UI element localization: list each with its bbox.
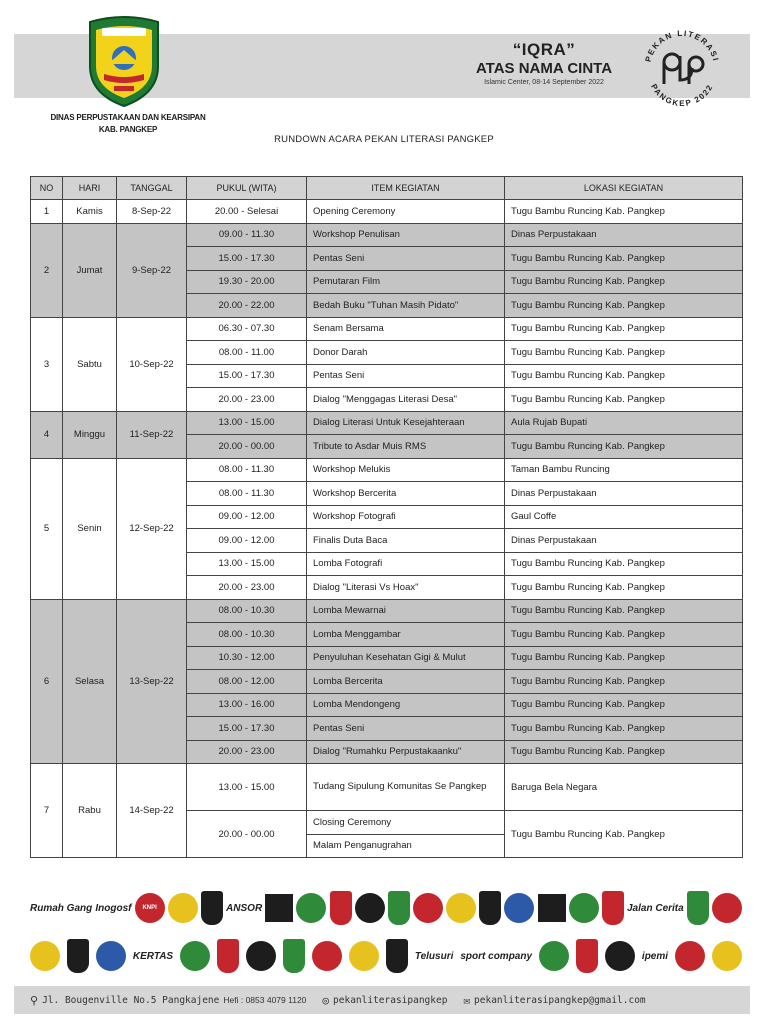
footer-email-text: pekanliterasipangkep@gmail.com (474, 994, 646, 1006)
instagram-icon: ◎ (322, 993, 330, 1007)
footer-phone (223, 995, 306, 1005)
table-body (31, 200, 743, 858)
cell-pukul: 13.00 - 16.00 (187, 693, 307, 717)
sponsor-logo (602, 891, 624, 925)
sponsor-logo (576, 939, 598, 973)
sponsor-logo (330, 891, 352, 925)
sponsor-logo (201, 891, 223, 925)
cell-pukul: 06.30 - 07.30 (187, 317, 307, 341)
cell-no: 1 (31, 200, 63, 224)
event-title: “IQRA” (512, 40, 576, 59)
cell-no: 7 (31, 764, 63, 858)
sponsor-logo: Rumah Gang (30, 902, 93, 914)
sponsor-logo (712, 893, 742, 923)
sponsor-logo (96, 941, 126, 971)
cell-no: 5 (31, 458, 63, 599)
cell-tanggal: 13-Sep-22 (117, 599, 187, 764)
table-row (31, 200, 743, 224)
cell-lokasi: Tugu Bambu Runcing Kab. Pangkep (505, 717, 743, 741)
cell-item: Pentas Seni (307, 247, 505, 271)
sponsor-logo (30, 941, 60, 971)
cell-pukul: 09.00 - 12.00 (187, 529, 307, 553)
cell-lokasi: Tugu Bambu Runcing Kab. Pangkep (505, 200, 743, 224)
table-row (31, 599, 743, 623)
regency-crest-logo (86, 16, 162, 108)
organization-line-1: DINAS PERPUSTAKAAN DAN KEARSIPAN (50, 113, 206, 122)
sponsor-logo (446, 893, 476, 923)
sponsor-logo (413, 893, 443, 923)
column-header-lokasi: LOKASI KEGIATAN (505, 177, 743, 200)
event-subtitle: ATAS NAMA CINTA (475, 60, 613, 77)
cell-pukul: 08.00 - 10.30 (187, 623, 307, 647)
cell-pukul: 09.00 - 11.30 (187, 223, 307, 247)
cell-lokasi: Tugu Bambu Runcing Kab. Pangkep (505, 294, 743, 318)
cell-no: 3 (31, 317, 63, 411)
cell-hari: Senin (63, 458, 117, 599)
cell-tanggal: 8-Sep-22 (117, 200, 187, 224)
table-row (31, 411, 743, 435)
cell-item: Penyuluhan Kesehatan Gigi & Mulut (307, 646, 505, 670)
cell-lokasi: Dinas Perpustakaan (505, 529, 743, 553)
table-row (31, 764, 743, 811)
organization-name (40, 112, 216, 136)
organization-line-2: KAB. PANGKEP (98, 125, 158, 134)
cell-lokasi: Tugu Bambu Runcing Kab. Pangkep (505, 364, 743, 388)
sponsor-logo: Jalan Cerita (627, 902, 684, 914)
sponsor-logo: Inogosf (95, 902, 132, 914)
sponsor-logo (180, 941, 210, 971)
cell-item: Closing Ceremony (307, 811, 505, 835)
pekan-literasi-logo (636, 22, 728, 114)
column-header-no: NO (31, 177, 63, 200)
sponsor-logo (687, 891, 709, 925)
cell-pukul: 20.00 - 00.00 (187, 811, 307, 858)
sponsor-logo: ANSOR (226, 902, 263, 914)
cell-item: Lomba Bercerita (307, 670, 505, 694)
cell-item: Lomba Fotografi (307, 552, 505, 576)
sponsor-logo (479, 891, 501, 925)
cell-item: Finalis Duta Baca (307, 529, 505, 553)
cell-lokasi: Tugu Bambu Runcing Kab. Pangkep (505, 388, 743, 412)
sponsor-logo (296, 893, 326, 923)
cell-lokasi: Tugu Bambu Runcing Kab. Pangkep (505, 811, 743, 858)
sponsor-logo (283, 939, 305, 973)
cell-lokasi: Gaul Coffe (505, 505, 743, 529)
cell-lokasi: Tugu Bambu Runcing Kab. Pangkep (505, 317, 743, 341)
footer-bar (14, 986, 750, 1014)
cell-no: 6 (31, 599, 63, 764)
column-header-pukul: PUKUL (WITA) (187, 177, 307, 200)
cell-tanggal: 12-Sep-22 (117, 458, 187, 599)
sponsor-logo (355, 893, 385, 923)
cell-item: Dialog "Menggagas Literasi Desa" (307, 388, 505, 412)
svg-text:PEKAN LITERASI (644, 29, 721, 63)
cell-item: Workshop Penulisan (307, 223, 505, 247)
email-icon: ✉ (463, 993, 471, 1007)
cell-pukul: 08.00 - 11.00 (187, 341, 307, 365)
cell-lokasi: Tugu Bambu Runcing Kab. Pangkep (505, 552, 743, 576)
cell-hari: Rabu (63, 764, 117, 858)
column-header-hari: HARI (63, 177, 117, 200)
cell-pukul: 09.00 - 12.00 (187, 505, 307, 529)
cell-lokasi: Taman Bambu Runcing (505, 458, 743, 482)
event-info: Islamic Center, 08-14 September 2022 (484, 79, 604, 86)
cell-lokasi: Tugu Bambu Runcing Kab. Pangkep (505, 247, 743, 271)
cell-pukul: 08.00 - 12.00 (187, 670, 307, 694)
cell-tanggal: 10-Sep-22 (117, 317, 187, 411)
cell-pukul: 13.00 - 15.00 (187, 764, 307, 811)
cell-lokasi: Aula Rujab Bupati (505, 411, 743, 435)
cell-pukul: 10.30 - 12.00 (187, 646, 307, 670)
sponsor-logo (168, 893, 198, 923)
sponsor-logo-strip (30, 884, 742, 980)
cell-lokasi: Tugu Bambu Runcing Kab. Pangkep (505, 576, 743, 600)
svg-text:PANGKEP 2022 (649, 82, 715, 108)
sponsor-logo (538, 894, 566, 922)
cell-pukul: 19.30 - 20.00 (187, 270, 307, 294)
sponsor-logo (675, 941, 705, 971)
table-row (31, 458, 743, 482)
cell-lokasi: Dinas Perpustakaan (505, 482, 743, 506)
cell-pukul: 15.00 - 17.30 (187, 247, 307, 271)
sponsor-logo: sport company (460, 950, 533, 962)
cell-tanggal: 9-Sep-22 (117, 223, 187, 317)
cell-pukul: 08.00 - 11.30 (187, 482, 307, 506)
cell-lokasi: Tugu Bambu Runcing Kab. Pangkep (505, 270, 743, 294)
cell-item: Lomba Menggambar (307, 623, 505, 647)
cell-item: Dialog "Rumahku Perpustakaanku" (307, 740, 505, 764)
cell-hari: Selasa (63, 599, 117, 764)
cell-item: Pemutaran Film (307, 270, 505, 294)
cell-item: Tudang Sipulung Komunitas Se Pangkep (307, 764, 505, 811)
cell-hari: Sabtu (63, 317, 117, 411)
column-header-item: ITEM KEGIATAN (307, 177, 505, 200)
cell-item: Workshop Fotografi (307, 505, 505, 529)
cell-pukul: 20.00 - Selesai (187, 200, 307, 224)
sponsor-logo (386, 939, 408, 973)
sponsor-logo (67, 939, 89, 973)
cell-pukul: 20.00 - 00.00 (187, 435, 307, 459)
cell-lokasi: Tugu Bambu Runcing Kab. Pangkep (505, 435, 743, 459)
sponsor-row-2 (30, 932, 742, 980)
cell-item: Dialog Literasi Untuk Kesejahteraan (307, 411, 505, 435)
sponsor-logo: Telusuri (414, 950, 454, 962)
cell-pukul: 13.00 - 15.00 (187, 411, 307, 435)
cell-pukul: 20.00 - 23.00 (187, 576, 307, 600)
sponsor-logo (569, 893, 599, 923)
sponsor-logo (504, 893, 534, 923)
location-pin-icon: ⚲ (30, 993, 39, 1007)
cell-lokasi: Tugu Bambu Runcing Kab. Pangkep (505, 740, 743, 764)
cell-item: Malam Penganugrahan (307, 834, 505, 858)
column-header-tanggal: TANGGAL (117, 177, 187, 200)
sponsor-logo (605, 941, 635, 971)
cell-hari: Minggu (63, 411, 117, 458)
cell-lokasi: Tugu Bambu Runcing Kab. Pangkep (505, 670, 743, 694)
cell-pukul: 20.00 - 23.00 (187, 740, 307, 764)
sponsor-logo: KNPI (135, 893, 165, 923)
cell-tanggal: 11-Sep-22 (117, 411, 187, 458)
cell-item: Lomba Mewarnai (307, 599, 505, 623)
cell-item: Workshop Melukis (307, 458, 505, 482)
footer-phone-text: Hefi : 0853 4079 1120 (223, 995, 307, 1005)
cell-lokasi: Dinas Perpustakaan (505, 223, 743, 247)
cell-item: Opening Ceremony (307, 200, 505, 224)
cell-pukul: 08.00 - 10.30 (187, 599, 307, 623)
cell-lokasi: Tugu Bambu Runcing Kab. Pangkep (505, 693, 743, 717)
cell-pukul: 20.00 - 23.00 (187, 388, 307, 412)
cell-lokasi: Tugu Bambu Runcing Kab. Pangkep (505, 623, 743, 647)
logo-arc-text-bottom: PANGKEP 2022 (649, 82, 715, 109)
sponsor-row-1 (30, 884, 742, 932)
footer-address (30, 994, 219, 1007)
cell-pukul: 15.00 - 17.30 (187, 717, 307, 741)
footer-address-text: Jl. Bougenville No.5 Pangkajene (42, 994, 220, 1006)
cell-item: Workshop Bercerita (307, 482, 505, 506)
cell-pukul: 20.00 - 22.00 (187, 294, 307, 318)
cell-lokasi: Baruga Bela Negara (505, 764, 743, 811)
document-title: RUNDOWN ACARA PEKAN LITERASI PANGKEP (274, 134, 494, 145)
sponsor-logo (349, 941, 379, 971)
cell-lokasi: Tugu Bambu Runcing Kab. Pangkep (505, 599, 743, 623)
footer-instagram-text: pekanliterasipangkep (333, 994, 448, 1006)
cell-pukul: 08.00 - 11.30 (187, 458, 307, 482)
table-row (31, 223, 743, 247)
sponsor-logo (265, 894, 293, 922)
cell-item: Senam Bersama (307, 317, 505, 341)
cell-lokasi: Tugu Bambu Runcing Kab. Pangkep (505, 646, 743, 670)
cell-tanggal: 14-Sep-22 (117, 764, 187, 858)
cell-hari: Kamis (63, 200, 117, 224)
sponsor-logo (539, 941, 569, 971)
cell-item: Lomba Mendongeng (307, 693, 505, 717)
sponsor-logo (312, 941, 342, 971)
cell-item: Bedah Buku "Tuhan Masih Pidato" (307, 294, 505, 318)
cell-item: Dialog "Literasi Vs Hoax" (307, 576, 505, 600)
sponsor-logo (388, 891, 410, 925)
cell-pukul: 13.00 - 15.00 (187, 552, 307, 576)
cell-hari: Jumat (63, 223, 117, 317)
cell-pukul: 15.00 - 17.30 (187, 364, 307, 388)
cell-item: Donor Darah (307, 341, 505, 365)
cell-item: Pentas Seni (307, 364, 505, 388)
sponsor-logo: ipemi (641, 950, 669, 962)
logo-arc-text-top: PEKAN LITERASI (643, 28, 721, 63)
sponsor-logo (246, 941, 276, 971)
table-row (31, 317, 743, 341)
footer-instagram (322, 994, 447, 1007)
cell-item: Pentas Seni (307, 717, 505, 741)
cell-no: 2 (31, 223, 63, 317)
event-title-block (470, 40, 618, 88)
footer-email (463, 994, 645, 1007)
cell-lokasi: Tugu Bambu Runcing Kab. Pangkep (505, 341, 743, 365)
cell-item: Tribute to Asdar Muis RMS (307, 435, 505, 459)
sponsor-logo (712, 941, 742, 971)
sponsor-logo (217, 939, 239, 973)
table-header-row (31, 177, 743, 200)
cell-no: 4 (31, 411, 63, 458)
rundown-table (30, 176, 743, 858)
sponsor-logo: KERTAS (132, 950, 174, 962)
